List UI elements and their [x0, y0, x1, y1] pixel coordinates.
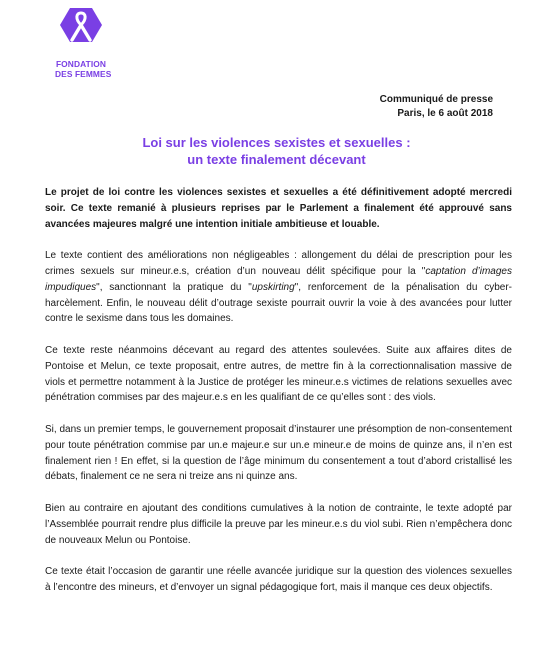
- fondation-des-femmes-logo: [55, 6, 112, 79]
- paragraph-text: ", sanctionnant la pratique du ": [96, 281, 252, 293]
- title-line-1: Loi sur les violences sexistes et sexuelles :: [142, 135, 411, 150]
- paragraph-text: Le texte contient des améliorations non négligeables : allongement du délai de prescription pour les crimes sexuels sur mineur.e.s, création d’un nouveau délit spécifique pour la ": [45, 250, 512, 277]
- ribbon-logo-icon: [59, 6, 103, 60]
- emphasis-term: captation d’images impudiques: [45, 265, 512, 293]
- paragraph-presumption: Si, dans un premier temps, le gouvernement proposait d’instaurer une présomption de non-consentement pour toute pénétration commise par un.e majeur.e sur un.e mineur.e de moins de quinze ans, il n’en est finalement rien ! En effet, si la question de l’âge minimum du consentement a tout d’abord cristallisé les débats, finalement ce ne sera ni treize ans ni quinze ans.: [45, 423, 512, 483]
- paragraph-constraint: Bien au contraire en ajoutant des conditions cumulatives à la notion de contrainte, le texte adopté par l’Assemblée pourrait rendre plus difficile la preuve par les mineur.e.s du viol subi. Rien n’empêchera donc de nouveaux Melun ou Pontoise.: [45, 502, 512, 546]
- press-header: [380, 93, 493, 120]
- paragraph-text: ", renforcement de la pénalisation du cyber-harcèlement. Enfin, le nouveau délit d’outrage sexiste pourrait ouvrir la voie à des avancées pour lutter contre le sexisme dans tous les domaines.: [45, 281, 512, 325]
- lead-paragraph: Le projet de loi contre les violences sexistes et sexuelles a été définitivement adopté mercredi soir. Ce texte remanié à plusieurs reprises par le Parlement a finalement été approuvé sans avancées majeures malgré une intention initiale ambitieuse et louable.: [45, 187, 512, 230]
- press-release-body: [45, 185, 512, 612]
- logo-line-1: FONDATION: [55, 59, 107, 69]
- place-date: Paris, le 6 août 2018: [397, 107, 493, 119]
- press-release-title: [40, 135, 513, 168]
- paragraph-disappointing: Ce texte reste néanmoins décevant au regard des attentes soulevées. Suite aux affaires dites de Pontoise et Melun, ce texte proposait, entre autres, de mettre fin à la correctionnalisation massive de viols et permettre notamment à la Justice de protéger les mineur.e.s victimes de relations sexuelles avec pénétration commises par des majeur.e.s en les qualifiant de ce qu’elles sont : des viols.: [45, 344, 512, 404]
- document-type: Communiqué de presse: [379, 94, 493, 105]
- title-line-2: un texte finalement décevant: [187, 151, 366, 167]
- logo-line-2: DES FEMMES: [55, 68, 112, 79]
- paragraph-improvements: [45, 248, 512, 327]
- paragraph-conclusion: Ce texte était l’occasion de garantir une réelle avancée juridique sur la question des violences sexuelles à l’encontre des mineurs, et d’envoyer un signal pédagogique fort, mais il manque ces deux objectifs.: [45, 566, 512, 593]
- emphasis-term: upskirting: [251, 281, 295, 293]
